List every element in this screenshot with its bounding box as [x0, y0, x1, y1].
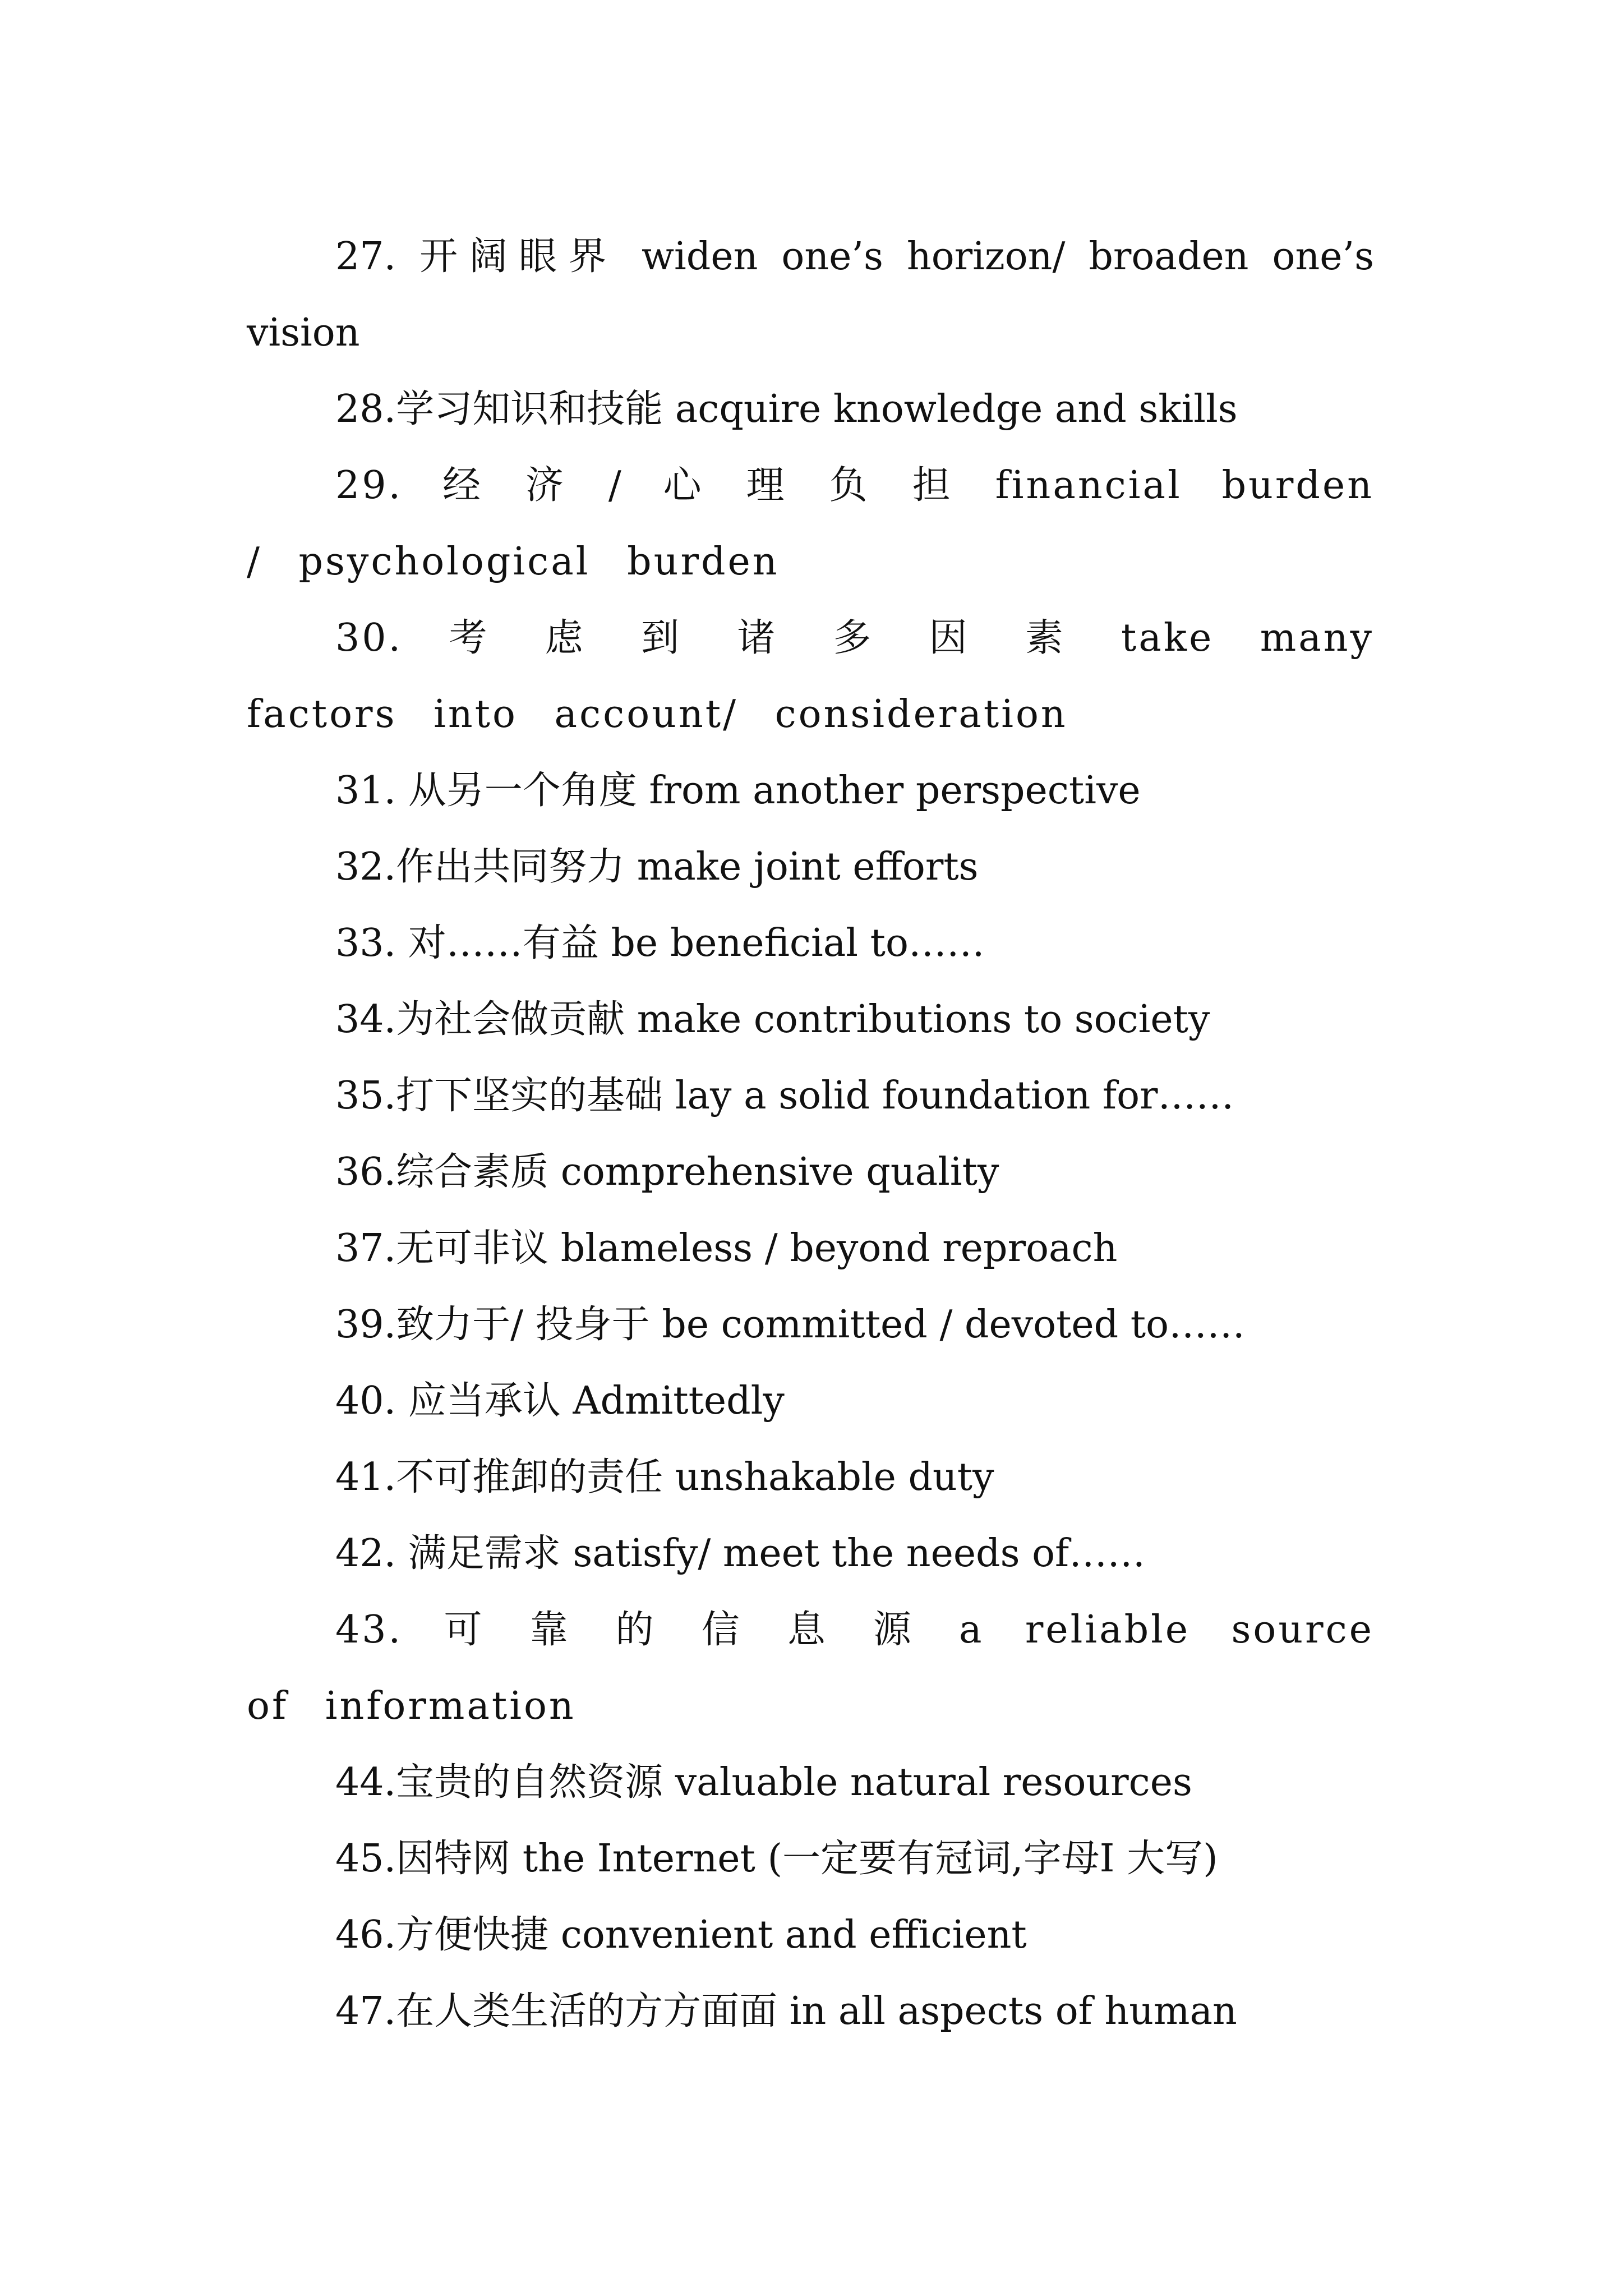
phrase-entry-47: 47.在人类生活的方方面面 in all aspects of human [335, 1989, 1237, 2033]
phrase-entry-43: 43. 可 靠 的 信 息 源 a reliable source of information [247, 1608, 1374, 1728]
phrase-entry-37: 37.无可非议 blameless / beyond reproach [335, 1226, 1118, 1271]
phrase-entry-34: 34.为社会做贡献 make contributions to society [335, 997, 1210, 1042]
phrase-entry-45: 45.因特网 the Internet (一定要有冠词,字母I 大写) [335, 1837, 1218, 1881]
phrase-entry-44: 44.宝贵的自然资源 valuable natural resources [335, 1760, 1192, 1805]
phrase-entry-39: 39.致力于/ 投身于 be committed / devoted to…… [335, 1303, 1246, 1347]
phrase-entry-29: 29. 经 济 / 心 理 负 担 financial burden / psychological burden [247, 463, 1374, 584]
phrase-list [247, 219, 1374, 2050]
phrase-entry-36: 36.综合素质 comprehensive quality [335, 1150, 999, 1194]
phrase-entry-30: 30. 考 虑 到 诸 多 因 素 take many factors into account/ consideration [247, 616, 1374, 737]
phrase-entry-42: 42. 满足需求 satisfy/ meet the needs of…… [335, 1531, 1146, 1576]
phrase-entry-31: 31. 从另一个角度 from another perspective [335, 769, 1141, 813]
phrase-entry-33: 33. 对……有益 be beneficial to…… [335, 921, 985, 965]
phrase-entry-32: 32.作出共同努力 make joint efforts [335, 845, 979, 889]
phrase-entry-41: 41.不可推卸的责任 unshakable duty [335, 1455, 994, 1499]
phrase-entry-46: 46.方便快捷 convenient and efficient [335, 1913, 1027, 1957]
phrase-entry-40: 40. 应当承认 Admittedly [335, 1379, 785, 1423]
phrase-entry-27: 27. 开阔眼界 widen one’s horizon/ broaden one’s vision [247, 234, 1374, 355]
phrase-entry-35: 35.打下坚实的基础 lay a solid foundation for…… [335, 1074, 1234, 1118]
phrase-entry-28: 28.学习知识和技能 acquire knowledge and skills [335, 387, 1238, 431]
